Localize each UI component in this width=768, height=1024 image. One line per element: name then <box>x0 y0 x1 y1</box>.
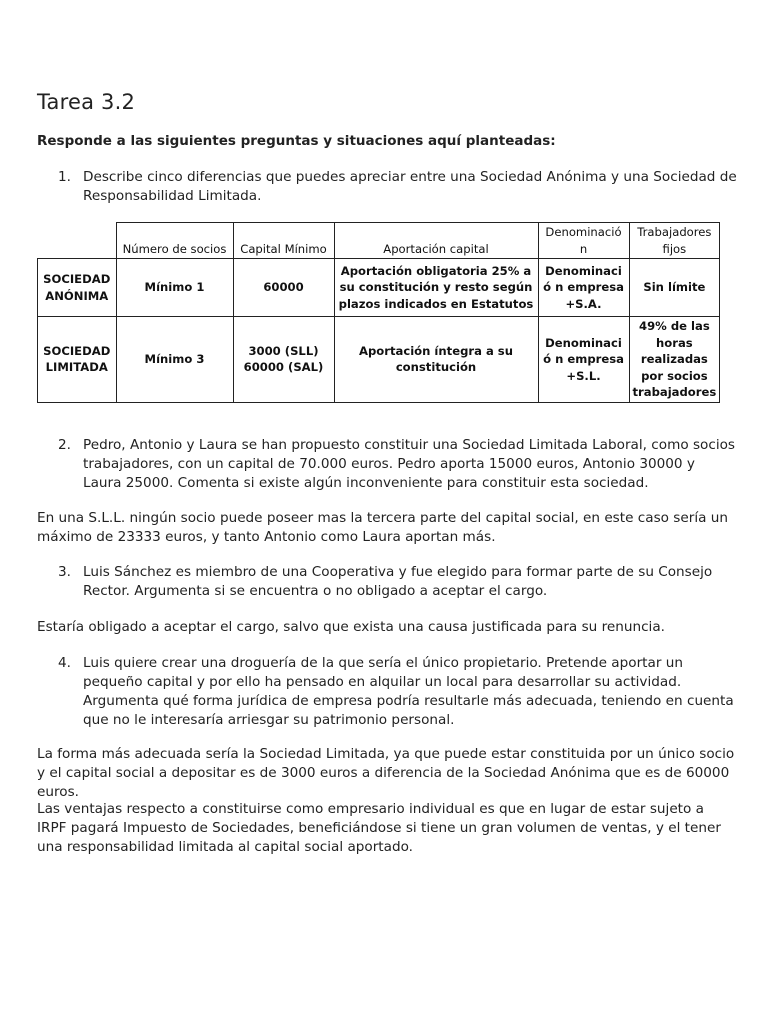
table-cell: Denominació n empresa +S.L. <box>538 317 629 403</box>
question-number: 1. <box>58 169 71 185</box>
question-text: Describe cinco diferencias que puedes apreciar entre una Sociedad Anónima y una Sociedad de Responsabilidad Limitada. <box>83 169 737 204</box>
instructions-heading: Responde a las siguientes preguntas y situaciones aquí planteadas: <box>37 133 556 149</box>
table-cell: Mínimo 1 <box>116 259 233 317</box>
table-corner-cell <box>38 223 117 259</box>
comparison-table <box>37 222 720 403</box>
table-cell: 49% de las horas realizadas por socios trabajadores <box>629 317 720 403</box>
question-3 <box>37 563 737 601</box>
answer-3: Estaría obligado a aceptar el cargo, salvo que exista una causa justificada para su renuncia. <box>37 619 665 635</box>
question-number: 4. <box>58 655 71 671</box>
table-cell: Sin límite <box>629 259 720 317</box>
table-header: Trabajadores fijos <box>629 223 720 259</box>
table-cell: Mínimo 3 <box>116 317 233 403</box>
question-2 <box>37 436 737 493</box>
answer-4-paragraph-2: Las ventajas respecto a constituirse como empresario individual es que en lugar de estar sujeto a IRPF pagará Impuesto de Sociedades, beneficiándose si tiene un gran volumen de ventas, y el tener una responsabilidad limitada al capital social aportado. <box>37 801 721 855</box>
answer-4-paragraph-1: La forma más adecuada sería la Sociedad Limitada, ya que puede estar constituida por un único socio y el capital social a depositar es de 3000 euros a diferencia de la Sociedad Anónima que es de 60000 euros. <box>37 746 735 800</box>
table-header: Aportación capital <box>334 223 538 259</box>
page-title: Tarea 3.2 <box>37 90 136 114</box>
table-header: Capital Mínimo <box>233 223 334 259</box>
table-header: Denominació n <box>538 223 629 259</box>
row-label: SOCIEDAD ANÓNIMA <box>38 259 117 317</box>
question-1 <box>37 168 737 206</box>
table-row <box>38 259 720 317</box>
table-cell: Aportación íntegra a su constitución <box>334 317 538 403</box>
question-number: 3. <box>58 564 71 580</box>
table-cell: 60000 <box>233 259 334 317</box>
row-label: SOCIEDAD LIMITADA <box>38 317 117 403</box>
table-row <box>38 317 720 403</box>
question-4 <box>37 654 737 730</box>
answer-2: En una S.L.L. ningún socio puede poseer mas la tercera parte del capital social, en este caso sería un máximo de 23333 euros, y tanto Antonio como Laura aportan más. <box>37 510 728 545</box>
question-text: Pedro, Antonio y Laura se han propuesto constituir una Sociedad Limitada Laboral, como socios trabajadores, con un capital de 70.000 euros. Pedro aporta 15000 euros, Antonio 30000 y Laura 25000. Comenta si existe algún inconveniente para constituir esta sociedad. <box>83 437 736 491</box>
table-header: Número de socios <box>116 223 233 259</box>
question-text: Luis Sánchez es miembro de una Cooperativa y fue elegido para formar parte de su Consejo Rector. Argumenta si se encuentra o no obligado a aceptar el cargo. <box>83 564 713 599</box>
table-cell: Aportación obligatoria 25% a su constitución y resto según plazos indicados en Estatutos <box>334 259 538 317</box>
question-number: 2. <box>58 437 71 453</box>
question-text: Luis quiere crear una droguería de la que sería el único propietario. Pretende aportar un pequeño capital y por ello ha pensado en alquilar un local para desarrollar su actividad. Argumenta qué forma jurídica de empresa podría resultarle más adecuada, teniendo en cuenta que no le interesaría arriesgar su patrimonio personal. <box>83 655 734 728</box>
table-cell: 3000 (SLL) 60000 (SAL) <box>233 317 334 403</box>
table-cell: Denominació n empresa +S.A. <box>538 259 629 317</box>
table-header-row <box>38 223 720 259</box>
